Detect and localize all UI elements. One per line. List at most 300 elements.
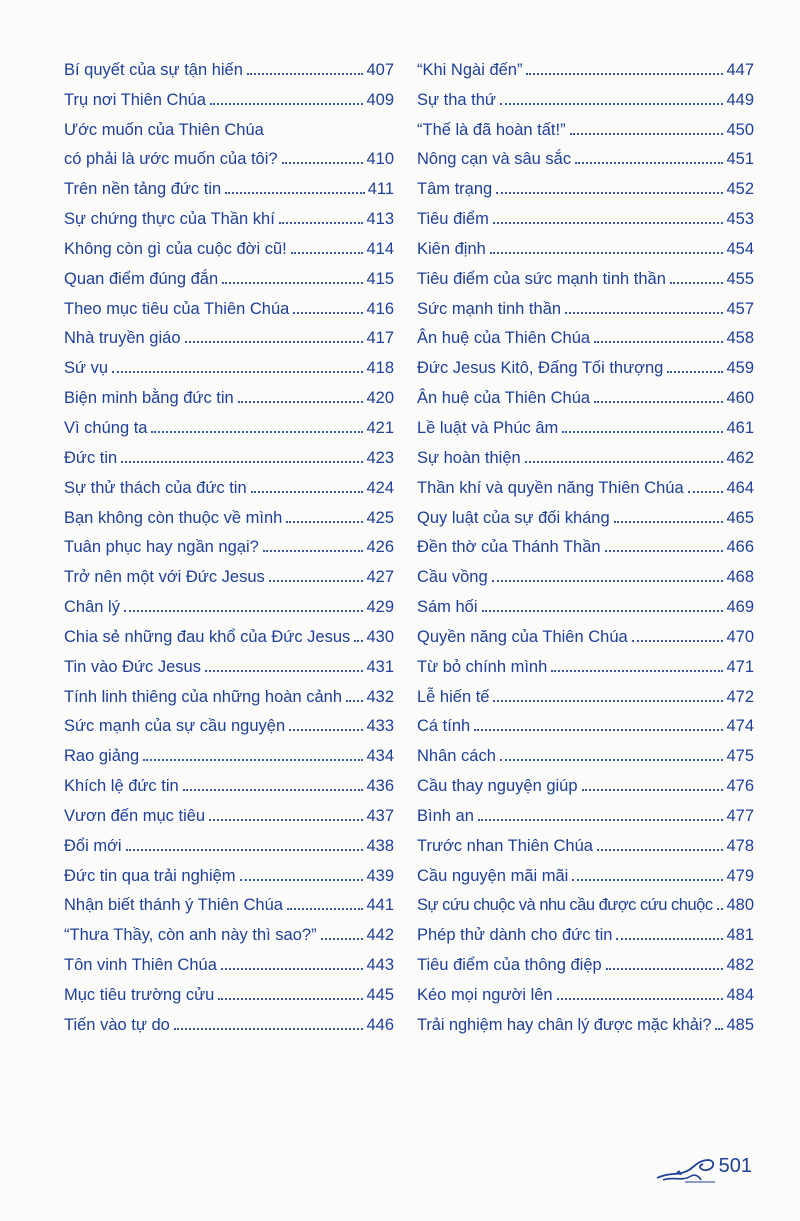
toc-entry-page: 485 bbox=[726, 1015, 754, 1034]
toc-entry bbox=[417, 858, 754, 888]
toc-entry-page: 432 bbox=[366, 687, 394, 706]
toc-entry bbox=[64, 649, 394, 679]
toc-entry-row bbox=[64, 328, 394, 348]
dot-leader bbox=[185, 341, 364, 343]
dot-leader bbox=[143, 759, 363, 761]
toc-entry-title: Đổi mới bbox=[64, 836, 122, 855]
toc-entry-page: 409 bbox=[366, 90, 394, 109]
toc-entry-row bbox=[417, 537, 754, 557]
dot-leader bbox=[597, 849, 724, 851]
toc-entry bbox=[417, 738, 754, 768]
toc-entry-title: Bình an bbox=[417, 806, 474, 825]
toc-entry-title: Tiêu điểm của sức mạnh tinh thần bbox=[417, 269, 666, 288]
dot-leader bbox=[575, 162, 723, 164]
toc-entry-title: Tôn vinh Thiên Chúa bbox=[64, 956, 217, 975]
toc-entry-title: có phải là ước muốn của tôi? bbox=[64, 150, 278, 169]
toc-entry-row bbox=[64, 597, 394, 617]
toc-entry-row bbox=[417, 866, 754, 886]
toc-entry-title: Sự cứu chuộc và nhu cầu được cứu chuộc bbox=[417, 896, 713, 915]
dot-leader bbox=[525, 461, 724, 463]
dot-leader bbox=[478, 819, 724, 821]
toc-entry bbox=[417, 559, 754, 589]
toc-entry-row bbox=[417, 239, 754, 259]
toc-entry-row bbox=[417, 627, 754, 647]
toc-entry-title: Mục tiêu trường cửu bbox=[64, 986, 215, 1004]
toc-entry-page: 459 bbox=[726, 359, 754, 378]
toc-entry-row bbox=[417, 597, 754, 617]
toc-entry-title: Rao giảng bbox=[64, 747, 140, 766]
toc-entry bbox=[417, 142, 754, 172]
toc-entry bbox=[64, 947, 394, 977]
toc-entry-page: 437 bbox=[366, 806, 394, 825]
toc-entry-title: Nhà truyền giáo bbox=[64, 329, 181, 348]
toc-entry-page: 469 bbox=[726, 598, 754, 617]
page-ornament-icon bbox=[655, 1152, 717, 1186]
toc-entry-page: 413 bbox=[366, 210, 394, 229]
toc-entry-title: Cầu thay nguyện giúp bbox=[417, 777, 578, 796]
toc-entry-page: 410 bbox=[366, 150, 394, 169]
dot-leader bbox=[582, 789, 724, 791]
toc-entry-row bbox=[64, 1015, 394, 1035]
dot-leader bbox=[121, 461, 363, 463]
toc-entry-title: Lễ hiến tế bbox=[417, 687, 490, 706]
toc-entry-row bbox=[417, 508, 754, 528]
toc-entry-row bbox=[64, 687, 394, 707]
toc-entry-page: 450 bbox=[726, 120, 754, 139]
toc-entry bbox=[64, 709, 394, 739]
toc-entry-title: Vươn đến mục tiêu bbox=[64, 806, 206, 825]
toc-entry-row bbox=[64, 657, 394, 677]
toc-entry-title: Đền thờ của Thánh Thần bbox=[417, 538, 601, 557]
toc-entry-row bbox=[64, 358, 394, 378]
toc-entry-page: 477 bbox=[726, 806, 754, 825]
toc-entry bbox=[64, 977, 394, 1007]
toc-left-column bbox=[64, 52, 394, 1037]
toc-entry bbox=[417, 709, 754, 739]
toc-entry-row bbox=[64, 418, 394, 438]
toc-entry-row bbox=[64, 239, 394, 259]
toc-entry-row bbox=[417, 925, 754, 945]
dot-leader bbox=[717, 908, 724, 910]
toc-entry-title: Theo mục tiêu của Thiên Chúa bbox=[64, 299, 290, 318]
toc-entry bbox=[417, 171, 754, 201]
toc-entry-page: 472 bbox=[726, 687, 754, 706]
toc-entry bbox=[64, 679, 394, 709]
toc-entry-page: 480 bbox=[726, 896, 754, 915]
toc-entry-title: Chia sẻ những đau khổ của Đức Jesus bbox=[64, 627, 351, 646]
toc-entry bbox=[417, 768, 754, 798]
toc-entry-title-line: Ước muốn của Thiên Chúa bbox=[64, 121, 264, 140]
toc-entry-page: 471 bbox=[726, 657, 754, 676]
toc-entry bbox=[64, 530, 394, 560]
toc-entry-page: 416 bbox=[366, 299, 394, 318]
dot-leader bbox=[293, 312, 363, 314]
toc-entry-title: Sám hối bbox=[417, 598, 478, 617]
toc-right-column bbox=[417, 52, 754, 1037]
toc-entry-row bbox=[64, 806, 394, 826]
dot-leader bbox=[688, 491, 724, 493]
dot-leader bbox=[240, 879, 364, 881]
toc-entry-title: Đức tin bbox=[64, 448, 118, 467]
toc-entry-page: 478 bbox=[726, 836, 754, 855]
toc-entry-page: 442 bbox=[366, 926, 394, 945]
toc-entry-page: 449 bbox=[726, 90, 754, 109]
dot-leader bbox=[291, 252, 364, 254]
toc-entry-row bbox=[417, 478, 754, 498]
dot-leader bbox=[606, 968, 724, 970]
toc-entry-row bbox=[64, 149, 394, 169]
toc-entry-row bbox=[417, 448, 754, 468]
dot-leader bbox=[500, 103, 724, 105]
toc-entry bbox=[417, 649, 754, 679]
toc-entry bbox=[64, 231, 394, 261]
toc-entry-page: 424 bbox=[366, 478, 394, 497]
toc-entry-title: Sức mạnh tinh thần bbox=[417, 299, 562, 318]
toc-entry-row bbox=[417, 1015, 754, 1035]
toc-entry bbox=[64, 828, 394, 858]
toc-entry-row bbox=[417, 567, 754, 587]
toc-entry-page: 439 bbox=[366, 866, 394, 885]
toc-entry-row bbox=[64, 985, 394, 1005]
toc-entry-row bbox=[417, 687, 754, 707]
toc-entry-title: Cầu vồng bbox=[417, 568, 488, 587]
toc-entry-title: Sứ vụ bbox=[64, 359, 109, 378]
toc-entry-title: Tính linh thiêng của những hoàn cảnh bbox=[64, 687, 343, 706]
dot-leader bbox=[474, 729, 723, 731]
toc-entry bbox=[417, 52, 754, 82]
toc-entry bbox=[417, 619, 754, 649]
toc-entry-title: Cầu nguyện mãi mãi bbox=[417, 866, 569, 885]
dot-leader bbox=[251, 491, 364, 493]
toc-entry-page: 423 bbox=[366, 448, 394, 467]
toc-entry-title: Nông cạn và sâu sắc bbox=[417, 150, 572, 169]
dot-leader bbox=[557, 998, 724, 1000]
dot-leader bbox=[238, 401, 364, 403]
toc-entry-title: Sự tha thứ bbox=[417, 90, 496, 109]
dot-leader bbox=[124, 610, 364, 612]
toc-entry-title: Đức Jesus Kitô, Đấng Tối thượng bbox=[417, 359, 664, 378]
toc-entry-page: 454 bbox=[726, 239, 754, 258]
toc-entry-row bbox=[417, 836, 754, 856]
toc-entry-title: Ân huệ của Thiên Chúa bbox=[417, 329, 591, 348]
toc-entry-row bbox=[417, 746, 754, 766]
toc-entry-page: 421 bbox=[366, 418, 394, 437]
toc-entry-title: Lề luật và Phúc âm bbox=[417, 418, 559, 437]
toc-entry-page: 474 bbox=[726, 717, 754, 736]
toc-entry bbox=[417, 888, 754, 918]
toc-entry-row bbox=[64, 179, 394, 199]
toc-entry bbox=[417, 798, 754, 828]
toc-entry-page: 446 bbox=[366, 1015, 394, 1034]
toc-entry-row bbox=[417, 120, 754, 140]
toc-entry-row bbox=[417, 895, 754, 915]
toc-entry-row bbox=[417, 179, 754, 199]
toc-entry-page: 418 bbox=[366, 359, 394, 378]
toc-entry bbox=[417, 679, 754, 709]
toc-entry-page: 464 bbox=[726, 478, 754, 497]
dot-leader bbox=[222, 282, 363, 284]
dot-leader bbox=[269, 580, 364, 582]
dot-leader bbox=[183, 789, 364, 791]
toc-entry-row bbox=[417, 806, 754, 826]
toc-entry-row bbox=[64, 776, 394, 796]
toc-entry-page: 470 bbox=[726, 627, 754, 646]
dot-leader bbox=[667, 371, 723, 373]
toc-entry-title: Kiên định bbox=[417, 239, 486, 258]
toc-entry-row bbox=[64, 746, 394, 766]
toc-entry-page: 438 bbox=[366, 836, 394, 855]
dot-leader bbox=[496, 192, 723, 194]
toc-entry-page: 441 bbox=[366, 896, 394, 915]
toc-entry-page: 425 bbox=[366, 508, 394, 527]
toc-entry-page: 436 bbox=[366, 777, 394, 796]
dot-leader bbox=[126, 849, 364, 851]
toc-entry-row bbox=[417, 418, 754, 438]
toc-entry-row bbox=[417, 776, 754, 796]
toc-entry-row bbox=[417, 657, 754, 677]
toc-entry-page: 433 bbox=[366, 717, 394, 736]
toc-entry-row bbox=[417, 985, 754, 1005]
toc-entry-row bbox=[64, 895, 394, 915]
toc-entry-page: 431 bbox=[366, 657, 394, 676]
toc-entry-page: 414 bbox=[366, 239, 394, 258]
toc-entry-row bbox=[417, 328, 754, 348]
dot-leader bbox=[565, 312, 723, 314]
dot-leader bbox=[482, 610, 724, 612]
toc-entry-page: 417 bbox=[366, 329, 394, 348]
toc-entry-page: 455 bbox=[726, 269, 754, 288]
toc-entry bbox=[417, 500, 754, 530]
toc-entry-page: 415 bbox=[366, 269, 394, 288]
toc-entry-page: 420 bbox=[366, 389, 394, 408]
toc-entry-row bbox=[64, 299, 394, 319]
toc-entry bbox=[417, 201, 754, 231]
toc-entry-row bbox=[64, 955, 394, 975]
dot-leader bbox=[500, 759, 724, 761]
toc-entry bbox=[417, 112, 754, 142]
toc-entry-title: Quan điểm đúng đắn bbox=[64, 269, 219, 288]
toc-entry-title: Sự chứng thực của Thần khí bbox=[64, 210, 275, 229]
toc-entry-row bbox=[64, 567, 394, 587]
toc-entry bbox=[64, 470, 394, 500]
toc-entry bbox=[417, 82, 754, 112]
dot-leader bbox=[209, 819, 363, 821]
dot-leader bbox=[492, 580, 724, 582]
toc-entry bbox=[64, 1007, 394, 1037]
dot-leader bbox=[205, 670, 363, 672]
toc-entry-row bbox=[64, 866, 394, 886]
dot-leader bbox=[616, 938, 723, 940]
toc-entry bbox=[64, 350, 394, 380]
toc-entry-title: Biện minh bằng đức tin bbox=[64, 389, 234, 408]
toc-entry-title: Phép thử dành cho đức tin bbox=[417, 926, 613, 945]
dot-leader bbox=[282, 162, 364, 164]
dot-leader bbox=[493, 700, 723, 702]
toc-entry bbox=[64, 888, 394, 918]
toc-entry-page: 453 bbox=[726, 210, 754, 229]
dot-leader bbox=[346, 700, 363, 702]
toc-entry-page: 466 bbox=[726, 538, 754, 557]
toc-entry-title: Bạn không còn thuộc về mình bbox=[64, 508, 283, 527]
toc-entry bbox=[64, 589, 394, 619]
toc-entry bbox=[64, 440, 394, 470]
toc-entry-page: 451 bbox=[726, 150, 754, 169]
toc-entry-title: Từ bỏ chính mình bbox=[417, 657, 548, 676]
toc-entry bbox=[64, 559, 394, 589]
dot-leader bbox=[493, 222, 724, 224]
dot-leader bbox=[572, 879, 723, 881]
toc-entry bbox=[64, 380, 394, 410]
toc-entry-row bbox=[64, 716, 394, 736]
dot-leader bbox=[670, 282, 724, 284]
toc-entry-page: 426 bbox=[366, 538, 394, 557]
toc-entry-page: 462 bbox=[726, 448, 754, 467]
toc-entry-row bbox=[64, 60, 394, 80]
toc-entry bbox=[417, 1007, 754, 1037]
toc-entry-page: 434 bbox=[366, 747, 394, 766]
toc-entry bbox=[64, 917, 394, 947]
toc-entry-title: Tiêu điểm của thông điệp bbox=[417, 956, 602, 975]
toc-entry-page: 407 bbox=[366, 60, 394, 79]
toc-entry bbox=[417, 530, 754, 560]
toc-entry-row bbox=[64, 627, 394, 647]
toc-entry-row bbox=[417, 388, 754, 408]
toc-entry-title: Tuân phục hay ngần ngại? bbox=[64, 538, 259, 557]
toc-entry bbox=[417, 261, 754, 291]
dot-leader bbox=[218, 998, 363, 1000]
page-number: 501 bbox=[718, 1155, 752, 1177]
toc-entry-page: 457 bbox=[726, 299, 754, 318]
toc-entry-title: Đức tin qua trải nghiệm bbox=[64, 866, 236, 885]
toc-entry-title: Sự hoàn thiện bbox=[417, 448, 521, 467]
toc-entry-row bbox=[417, 299, 754, 319]
toc-entry-title: Không còn gì của cuộc đời cũ! bbox=[64, 239, 287, 258]
toc-entry-row bbox=[64, 448, 394, 468]
toc-entry-row bbox=[64, 925, 394, 945]
toc-entry bbox=[417, 380, 754, 410]
toc-entry bbox=[64, 738, 394, 768]
toc-entry-row bbox=[64, 209, 394, 229]
toc-entry-title: Trải nghiệm hay chân lý được mặc khải? bbox=[417, 1015, 712, 1034]
toc-entry-page: 443 bbox=[366, 956, 394, 975]
toc-entry-page: 484 bbox=[726, 986, 754, 1004]
dot-leader bbox=[279, 222, 364, 224]
toc-entry bbox=[417, 589, 754, 619]
toc-entry-row bbox=[417, 90, 754, 110]
toc-entry bbox=[417, 410, 754, 440]
toc-entry-page: 482 bbox=[726, 956, 754, 975]
toc-entry-page: 460 bbox=[726, 389, 754, 408]
toc-entry bbox=[417, 291, 754, 321]
toc-entry-page: 430 bbox=[366, 627, 394, 646]
dot-leader bbox=[354, 640, 363, 642]
toc-entry-row bbox=[417, 955, 754, 975]
toc-entry-row bbox=[64, 478, 394, 498]
toc-entry-title: Vì chúng ta bbox=[64, 418, 148, 437]
toc-entry bbox=[417, 917, 754, 947]
toc-entry bbox=[417, 350, 754, 380]
toc-entry bbox=[64, 261, 394, 291]
toc-entry-page: 476 bbox=[726, 777, 754, 796]
dot-leader bbox=[715, 1028, 723, 1030]
toc-entry-page: 445 bbox=[366, 986, 394, 1004]
toc-entry bbox=[64, 291, 394, 321]
toc-entry-title: Nhận biết thánh ý Thiên Chúa bbox=[64, 896, 283, 915]
toc-entry-page: 468 bbox=[726, 568, 754, 587]
dot-leader bbox=[614, 521, 724, 523]
toc-entry bbox=[417, 440, 754, 470]
toc-entry bbox=[64, 112, 394, 172]
toc-entry-title: Trên nền tảng đức tin bbox=[64, 180, 222, 199]
toc-entry-title: “Thế là đã hoàn tất!” bbox=[417, 120, 566, 139]
toc-entry-title: Chân lý bbox=[64, 598, 120, 617]
toc-entry bbox=[417, 977, 754, 1007]
toc-entry-title: Ân huệ của Thiên Chúa bbox=[417, 389, 591, 408]
toc-entry-row bbox=[64, 836, 394, 856]
toc-entry-page: 475 bbox=[726, 747, 754, 766]
toc-entry bbox=[64, 619, 394, 649]
dot-leader bbox=[594, 401, 723, 403]
dot-leader bbox=[225, 192, 364, 194]
toc-entry bbox=[417, 947, 754, 977]
toc-entry-row bbox=[417, 149, 754, 169]
dot-leader bbox=[210, 103, 363, 105]
toc-entry-title: Tiến vào tự do bbox=[64, 1015, 170, 1034]
toc-entry bbox=[64, 858, 394, 888]
toc-entry-row bbox=[417, 269, 754, 289]
toc-entry-row bbox=[417, 60, 754, 80]
toc-entry-page: 452 bbox=[726, 180, 754, 199]
dot-leader bbox=[321, 938, 364, 940]
toc-entry bbox=[417, 828, 754, 858]
toc-entry-title: Sức mạnh của sự cầu nguyện bbox=[64, 717, 286, 736]
dot-leader bbox=[112, 371, 363, 373]
toc-entry-page: 411 bbox=[367, 180, 394, 199]
dot-leader bbox=[562, 431, 723, 433]
toc-entry-page: 465 bbox=[726, 508, 754, 527]
toc-entry-page: 461 bbox=[726, 418, 754, 437]
toc-entry-page: 481 bbox=[726, 926, 754, 945]
dot-leader bbox=[247, 73, 364, 75]
toc-entry-row bbox=[64, 388, 394, 408]
dot-leader bbox=[570, 133, 724, 135]
toc-entry bbox=[64, 171, 394, 201]
toc-entry-title: Trước nhan Thiên Chúa bbox=[417, 836, 593, 855]
dot-leader bbox=[632, 640, 724, 642]
toc-entry-title: “Thưa Thầy, còn anh này thì sao?” bbox=[64, 926, 317, 945]
toc-entry bbox=[64, 201, 394, 231]
toc-entry-title: Khích lệ đức tin bbox=[64, 777, 179, 796]
dot-leader bbox=[526, 73, 723, 75]
toc-entry bbox=[64, 321, 394, 351]
dot-leader bbox=[151, 431, 363, 433]
toc-entry-title: Kéo mọi người lên bbox=[417, 986, 553, 1004]
dot-leader bbox=[287, 908, 364, 910]
dot-leader bbox=[289, 729, 363, 731]
toc-entry-title: Bí quyết của sự tận hiến bbox=[64, 60, 243, 79]
toc-entry-title: Thần khí và quyền năng Thiên Chúa bbox=[417, 478, 684, 497]
toc-entry-page: 458 bbox=[726, 329, 754, 348]
toc-entry-title: Tâm trạng bbox=[417, 180, 493, 199]
dot-leader bbox=[490, 252, 724, 254]
toc-entry-row bbox=[417, 716, 754, 736]
toc-entry-page: 427 bbox=[366, 568, 394, 587]
toc-entry-title: Quy luật của sự đối kháng bbox=[417, 508, 610, 527]
toc-entry-row bbox=[64, 90, 394, 110]
toc-entry-row bbox=[64, 537, 394, 557]
toc-entry bbox=[64, 798, 394, 828]
toc-entry-page: 429 bbox=[366, 598, 394, 617]
